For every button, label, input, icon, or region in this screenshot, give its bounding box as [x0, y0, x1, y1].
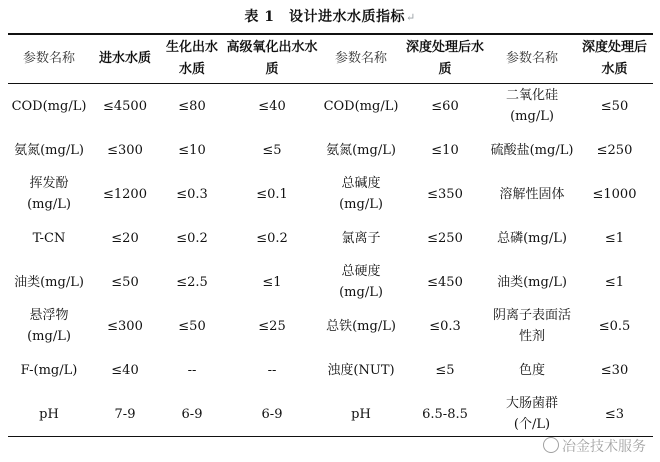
table-cell: ≤250 [427, 230, 463, 246]
table-cell: ≤250 [596, 142, 633, 158]
table-cell: 6-9 [181, 406, 203, 422]
table-cell: 硫酸盐(mg/L) [490, 142, 574, 158]
wechat-icon [543, 437, 559, 453]
table-cell: ≤300 [107, 142, 143, 158]
table-cell: 挥发酚(mg/L) [27, 176, 71, 212]
table-cell: ≤50 [600, 98, 629, 114]
table-cell: 油类(mg/L) [497, 274, 567, 290]
table-row [8, 128, 653, 172]
table-cell: ≤10 [431, 142, 459, 158]
table-cell: ≤50 [178, 318, 206, 334]
table-cell: ≤10 [178, 142, 206, 158]
col-header: 深度处理后水质 [402, 34, 488, 84]
table-cell: 氨氮(mg/L) [14, 142, 84, 158]
table-cell: ≤5 [435, 362, 455, 378]
table-cell: ≤2.5 [176, 274, 208, 290]
table-row [8, 348, 653, 392]
table-row [8, 216, 653, 260]
table-cell: ≤350 [427, 186, 463, 202]
table-cell: 总铁(mg/L) [326, 318, 396, 334]
table-cell: -- [187, 362, 197, 378]
col-header: 进水水质 [90, 34, 160, 84]
table-cell: 总硬度(mg/L) [339, 264, 383, 300]
header-row [8, 34, 653, 84]
table-cell: ≤40 [258, 98, 286, 114]
table-cell: ≤25 [258, 318, 286, 334]
table-cell: 总磷(mg/L) [497, 230, 567, 246]
col-header: 高级氧化出水水质 [224, 34, 320, 84]
table-cell: ≤0.5 [598, 318, 631, 334]
table-caption: 表 1 设计进水水质指标↵ [244, 9, 416, 25]
table-cell: ≤60 [431, 98, 459, 114]
table-cell: pH [39, 406, 59, 422]
col-header: 参数名称 [320, 34, 402, 84]
table-cell: ≤0.3 [429, 318, 461, 334]
table-cell: 悬浮物(mg/L) [27, 308, 71, 344]
table-cell: 阴离子表面活性剂 [492, 308, 571, 344]
table-cell: 氨氮(mg/L) [326, 142, 396, 158]
table-cell: 油类(mg/L) [14, 274, 84, 290]
table-cell: ≤40 [111, 362, 139, 378]
table-cell: 色度 [518, 362, 545, 378]
table-cell: -- [267, 362, 277, 378]
table-cell: COD(mg/L) [11, 98, 87, 114]
table-cell: ≤5 [262, 142, 282, 158]
table-cell: 7-9 [114, 406, 136, 422]
table-cell: ≤0.2 [256, 230, 288, 246]
col-header: 深度处理后水质 [576, 34, 653, 84]
table-cell: ≤3 [604, 406, 625, 422]
table-cell: 溶解性固体 [499, 186, 565, 202]
table-row [8, 392, 653, 437]
table-cell: pH [351, 406, 371, 422]
table-cell: 6.5-8.5 [422, 406, 468, 422]
water-quality-table [8, 33, 653, 437]
table-row [8, 304, 653, 348]
table-cell: 氯离子 [341, 230, 381, 246]
watermark: 冶金技术服务 [543, 436, 646, 456]
table-cell: ≤30 [600, 362, 629, 378]
table-cell: ≤300 [107, 318, 143, 334]
table-cell: 浊度(NUT) [327, 362, 395, 378]
col-header: 参数名称 [488, 34, 576, 84]
table-row [8, 260, 653, 304]
table-cell: ≤450 [427, 274, 463, 290]
table-row [8, 172, 653, 216]
table-cell: COD(mg/L) [323, 98, 399, 114]
table-cell: ≤4500 [103, 98, 147, 114]
col-header: 参数名称 [8, 34, 90, 84]
table-cell: F-(mg/L) [20, 362, 78, 378]
table-cell: ≤1 [604, 274, 625, 290]
table-cell: ≤1200 [103, 186, 147, 202]
table-cell: ≤80 [178, 98, 206, 114]
table-cell: T-CN [32, 230, 66, 246]
table-cell: ≤0.3 [176, 186, 208, 202]
table-cell: 大肠菌群(个/L) [505, 396, 558, 432]
table-cell: ≤0.1 [256, 186, 288, 202]
table-row [8, 84, 653, 129]
table-cell: ≤1000 [592, 186, 637, 202]
table-cell: 二氧化硅(mg/L) [505, 88, 558, 124]
table-cell: 6-9 [261, 406, 283, 422]
table-cell: ≤1 [604, 230, 625, 246]
col-header: 生化出水水质 [160, 34, 224, 84]
table-cell: ≤20 [111, 230, 139, 246]
table-cell: ≤1 [262, 274, 282, 290]
table-cell: 总碱度(mg/L) [339, 176, 383, 212]
table-cell: ≤0.2 [176, 230, 208, 246]
table-cell: ≤50 [111, 274, 139, 290]
